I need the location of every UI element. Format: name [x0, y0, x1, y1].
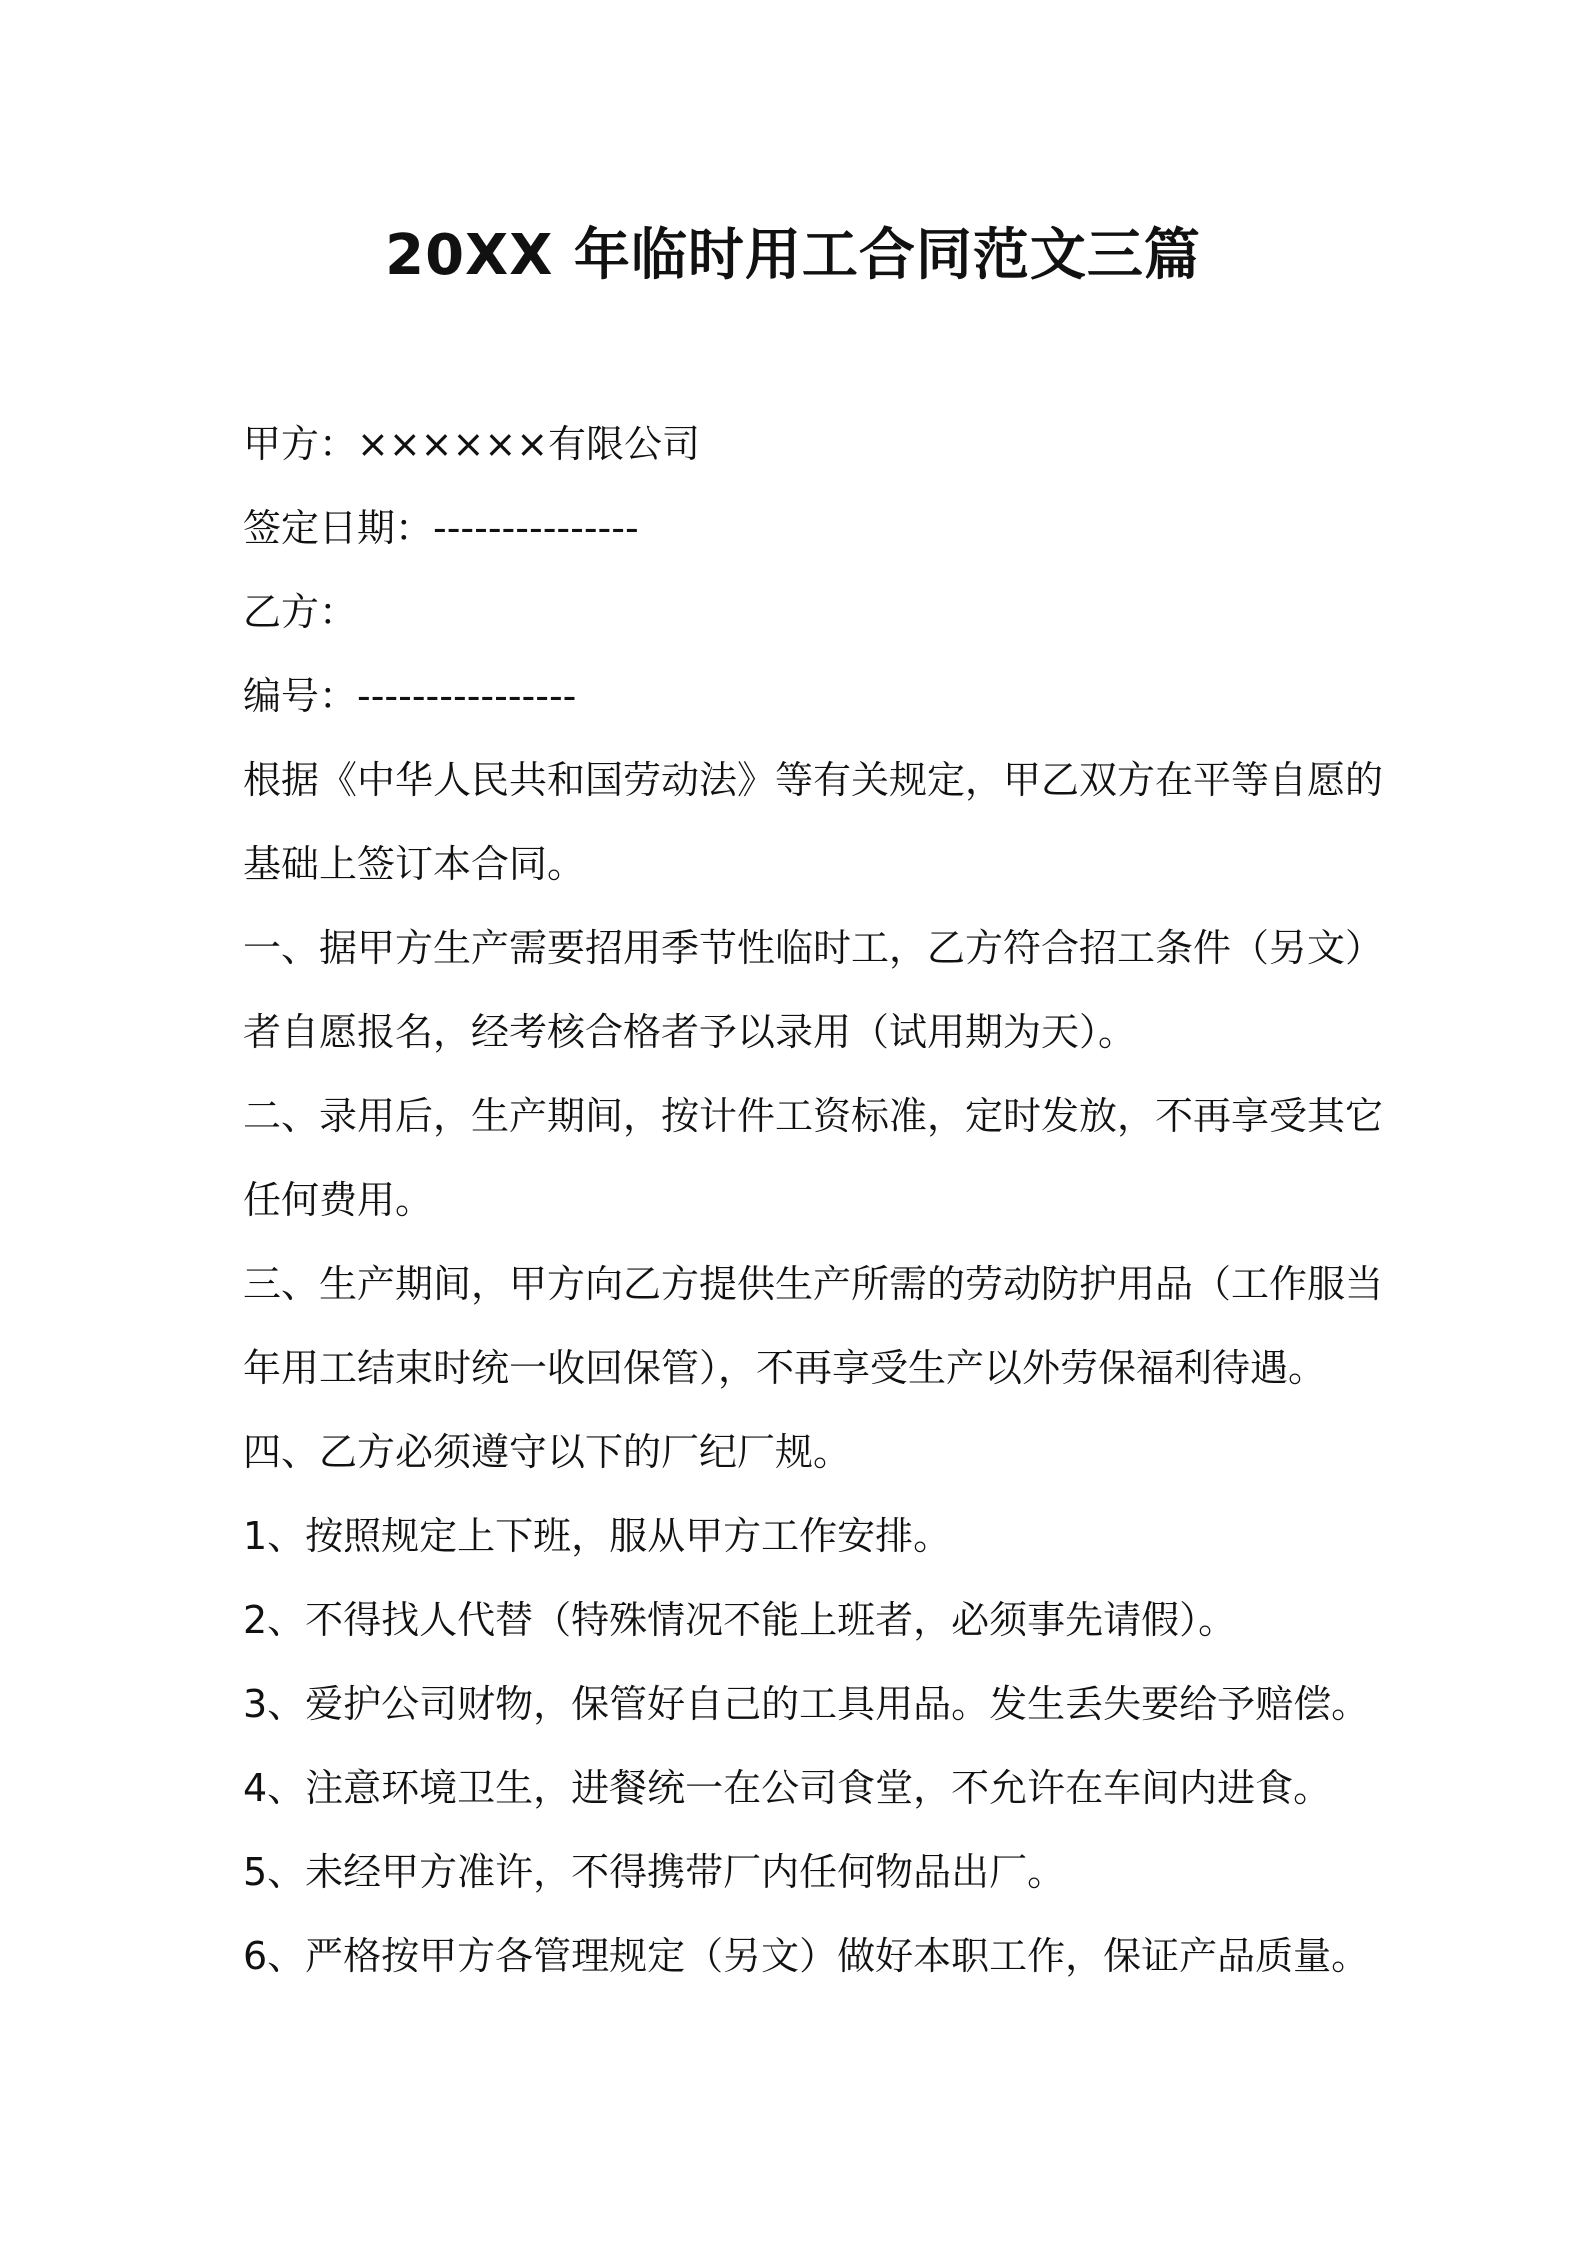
clause-line: 任何费用。 — [243, 1178, 434, 1222]
party-b-line: 乙方： — [243, 590, 358, 634]
rule-item: 2、不得找人代替（特殊情况不能上班者，必须事先请假）。 — [243, 1598, 1237, 1642]
clause-line: 年用工结束时统一收回保管），不再享受生产以外劳保福利待遇。 — [243, 1346, 1327, 1390]
preamble-line: 根据《中华人民共和国劳动法》等有关规定，甲乙双方在平等自愿的 — [243, 758, 1384, 802]
rule-item: 6、严格按甲方各管理规定（另文）做好本职工作，保证产品质量。 — [243, 1934, 1370, 1978]
document-title: 20XX 年临时用工合同范文三篇 — [385, 223, 1201, 288]
preamble-line: 基础上签订本合同。 — [243, 842, 586, 886]
document-body — [243, 402, 1384, 1998]
clause-line: 四、乙方必须遵守以下的厂纪厂规。 — [243, 1430, 852, 1474]
party-a-line: 甲方：××××××有限公司 — [243, 422, 701, 466]
clause-line: 三、生产期间，甲方向乙方提供生产所需的劳动防护用品（工作服当 — [243, 1262, 1384, 1306]
rule-item: 5、未经甲方准许，不得携带厂内任何物品出厂。 — [243, 1850, 1066, 1894]
rule-item: 4、注意环境卫生，进餐统一在公司食堂，不允许在车间内进食。 — [243, 1766, 1332, 1810]
clause-line: 一、据甲方生产需要招用季节性临时工，乙方符合招工条件（另文） — [243, 926, 1384, 970]
rule-item: 1、按照规定上下班，服从甲方工作安排。 — [243, 1514, 952, 1558]
clause-line: 者自愿报名，经考核合格者予以录用（试用期为天）。 — [243, 1010, 1137, 1054]
signing-date-line: 签定日期：--------------- — [243, 506, 639, 550]
clause-line: 二、录用后，生产期间，按计件工资标准，定时发放，不再享受其它 — [243, 1094, 1384, 1138]
contract-number-line: 编号：---------------- — [243, 674, 577, 718]
rule-item: 3、爱护公司财物，保管好自己的工具用品。发生丢失要给予赔偿。 — [243, 1682, 1370, 1726]
